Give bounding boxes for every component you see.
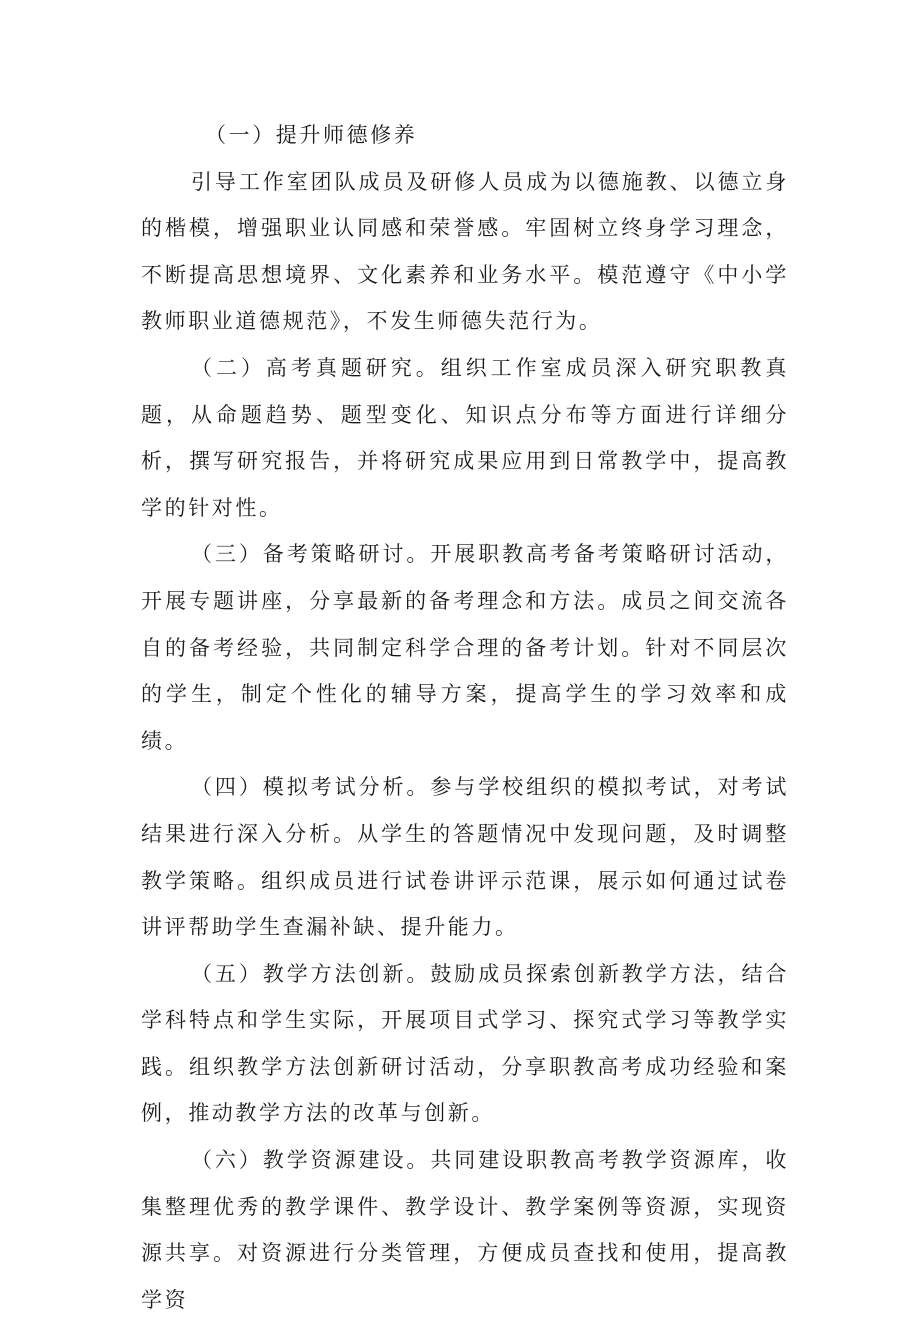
paragraph-teacher-ethics: 引导工作室团队成员及研修人员成为以德施教、以德立身的楷模，增强职业认同感和荣誉感。牢固树立终身学习理念，不断提高思想境界、文化素养和业务水平。模范遵守《中小学教师职业道德规范》，不发生师德失范行为。 <box>141 169 789 334</box>
paragraph-resource-building: （六）教学资源建设。共同建设职教高考教学资源库，收集整理优秀的教学课件、教学设计、教学案例等资源，实现资源共享。对资源进行分类管理，方便成员查找和使用，提高教学资 <box>141 1148 789 1312</box>
paragraph-teaching-innovation: （五）教学方法创新。鼓励成员探索创新教学方法，结合学科特点和学生实际，开展项目式学习、探究式学习等教学实践。组织教学方法创新研讨活动，分享职教高考成功经验和案例，推动教学方法的改革与创新。 <box>141 961 789 1126</box>
paragraph-prep-strategy: （三）备考策略研讨。开展职教高考备考策略研讨活动，开展专题讲座，分享最新的备考理念和方法。成员之间交流各自的备考经验，共同制定科学合理的备考计划。针对不同层次的学生，制定个性化的辅导方案，提高学生的学习效率和成绩。 <box>141 542 789 753</box>
paragraph-exam-research: （二）高考真题研究。组织工作室成员深入研究职教真题，从命题趋势、题型变化、知识点分布等方面进行详细分析，撰写研究报告，并将研究成果应用到日常教学中，提高教学的针对性。 <box>141 355 789 520</box>
document-body <box>141 112 789 1323</box>
paragraph-mock-exam: （四）模拟考试分析。参与学校组织的模拟考试，对考试结果进行深入分析。从学生的答题情况中发现问题，及时调整教学策略。组织成员进行试卷讲评示范课，展示如何通过试卷讲评帮助学生查漏补缺、提升能力。 <box>141 775 789 940</box>
section-heading: （一）提升师德修养 <box>205 123 418 147</box>
